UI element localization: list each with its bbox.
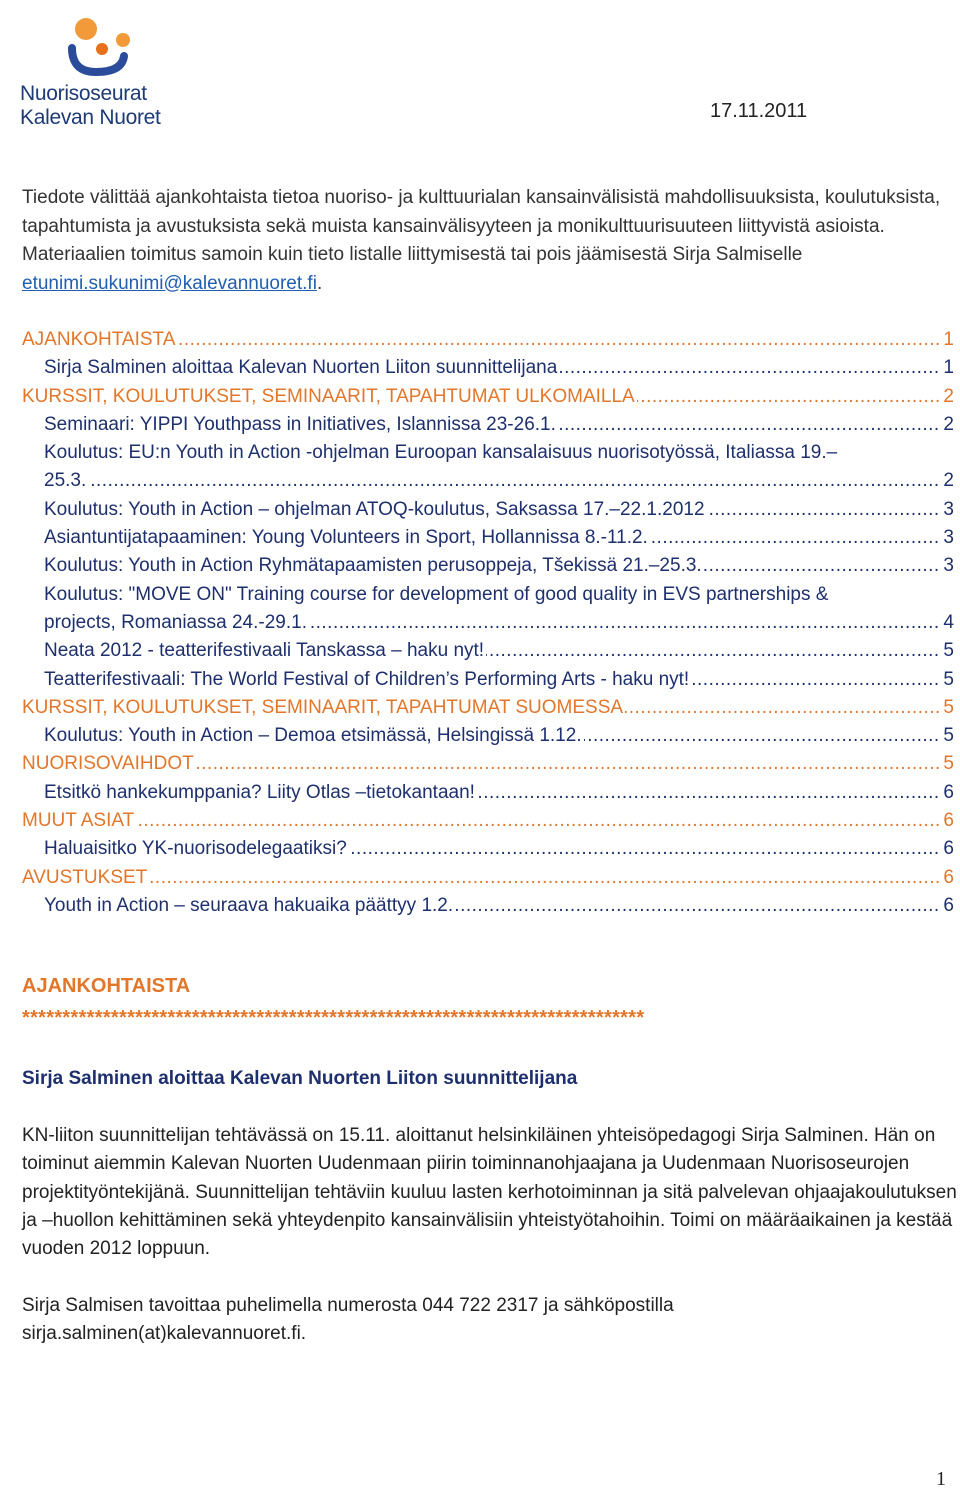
toc-dot-leader [44,609,941,637]
toc-entry-label: Seminaari: YIPPI Youthpass in Initiatives, Islannissa 23-26.1. [44,413,556,435]
toc-page-number: 4 [941,609,954,637]
toc-entry-label: Koulutus: EU:n Youth in Action -ohjelman Euroopan kansalaisuus nuorisotyössä, Italiassa 19.– [44,442,838,464]
toc-page-number: 5 [941,666,954,694]
toc-entry-label: Asiantuntijatapaaminen: Young Volunteers in Sport, Hollannissa 8.-11.2. [44,527,648,549]
toc-entry[interactable] [22,722,954,750]
toc-page-number: 5 [941,637,954,665]
toc-entry[interactable] [22,496,954,524]
toc-entry[interactable] [22,779,954,807]
toc-entry[interactable] [22,581,954,609]
toc-entry-label: Youth in Action – seuraava hakuaika päättyy 1.2. [44,894,454,916]
section-divider: ***************************************************************************** [22,1007,645,1029]
article-title: Sirja Salminen aloittaa Kalevan Nuorten Liiton suunnittelijana [22,1068,578,1089]
toc-dot-leader [22,326,941,354]
toc-entry[interactable] [22,892,954,920]
toc-dot-leader [44,524,941,552]
toc-section-entry[interactable] [22,864,954,892]
toc-dot-leader [44,354,941,382]
toc-dot-leader [22,694,941,722]
toc-entry[interactable] [22,439,954,467]
intro-text: Tiedote välittää ajankohtaista tietoa nuoriso- ja kulttuurialan kansainvälisistä mahdollisuuksista, koulutuksista, tapahtumista ja avustuksista sekä muista kansainvälisyyteen ja monikulttuurisuuteen liittyvistä asioista. Materiaalien toimitus samoin kuin tieto listalle liittymisestä tai pois jäämisestä Sirja Salmiselle [22,187,941,265]
toc-entry-label: Etsitkö hankekumppania? Liity Otlas –tietokantaan! [44,781,475,803]
toc-entry-label: Koulutus: "MOVE ON" Training course for development of good quality in EVS partnerships & [44,583,829,605]
toc-entry-label: AVUSTUKSET [22,866,148,888]
toc-entry-label: Teatterifestivaali: The World Festival of Children’s Performing Arts - haku nyt! [44,668,690,690]
toc-page-number: 5 [941,750,954,778]
table-of-contents [22,326,954,920]
toc-entry-label: Koulutus: Youth in Action Ryhmätapaamisten perusoppeja, Tšekissä 21.–25.3. [44,555,702,577]
toc-dot-leader [44,411,941,439]
toc-dot-leader [22,750,941,778]
intro-paragraph [22,184,942,298]
toc-page-number: 1 [941,326,954,354]
toc-dot-leader [44,467,941,495]
toc-entry-label: Koulutus: Youth in Action – ohjelman ATOQ-koulutus, Saksassa 17.–22.1.2012 [44,498,705,520]
toc-entry-label: Neata 2012 - teatterifestivaali Tanskassa – haku nyt! [44,640,485,662]
logo-wordmark [20,82,161,130]
intro-text-end: . [316,272,323,294]
toc-entry-label: NUORISOVAIHDOT [22,753,194,775]
toc-dot-leader [22,807,941,835]
toc-page-number: 6 [941,835,954,863]
section-heading: AJANKOHTAISTA [22,975,191,997]
toc-entry[interactable] [22,524,954,552]
toc-page-number: 5 [941,694,954,722]
toc-page-number: 6 [941,807,954,835]
logo-line2: Kalevan Nuoret [20,106,161,129]
contact-email-link[interactable]: etunimi.sukunimi@kalevannuoret.fi [22,272,317,294]
toc-dot-leader [44,637,941,665]
toc-entry[interactable] [22,666,954,694]
toc-entry[interactable] [22,637,954,665]
toc-page-number: 3 [941,524,954,552]
toc-dot-leader [44,835,941,863]
article-paragraph: KN-liiton suunnittelijan tehtävässä on 15.11. aloittanut helsinkiläinen yhteisöpedagogi Sirja Salminen. Hän on toiminut aiemmin Kalevan Nuorten Uudenmaan piirin toiminnanohjaajana ja Uudenmaan Nuorisoseurojen projektityöntekijänä. Suunnittelijan tehtäviin kuuluu lasten kerhotoiminnan ja sitä palvelevan ohjaajakoulutuksen ja –huollon kehittäminen sekä yhteydenpito kansainvälisiin yhteistyötahoihin. Toimi on määräaikainen ja kestää vuoden 2012 loppuun. [22,1125,957,1260]
toc-page-number: 6 [941,864,954,892]
toc-section-entry[interactable] [22,326,954,354]
toc-page-number: 2 [941,411,954,439]
toc-dot-leader [44,779,941,807]
toc-dot-leader [44,892,941,920]
organization-logo [18,16,183,134]
toc-section-entry[interactable] [22,383,954,411]
toc-page-number: 1 [941,354,954,382]
document-date: 17.11.2011 [710,100,808,122]
toc-entry-label: MUUT ASIAT [22,810,135,832]
toc-entry-continuation[interactable] [22,467,954,495]
toc-entry-label: Koulutus: Youth in Action – Demoa etsimässä, Helsingissä 1.12. [44,725,582,747]
page-number: 1 [936,1468,946,1490]
toc-page-number: 2 [941,383,954,411]
toc-entry-continuation[interactable] [22,609,954,637]
toc-entry-label: Sirja Salminen aloittaa Kalevan Nuorten Liiton suunnittelijana [44,357,558,379]
toc-page-number: 3 [941,552,954,580]
toc-section-entry[interactable] [22,807,954,835]
toc-entry-label: KURSSIT, KOULUTUKSET, SEMINAARIT, TAPAHTUMAT ULKOMAILLA [22,385,635,407]
toc-entry-label-continued: 25.3. [44,470,87,492]
toc-entry[interactable] [22,411,954,439]
toc-dot-leader [44,552,941,580]
toc-entry-label: KURSSIT, KOULUTUKSET, SEMINAARIT, TAPAHTUMAT SUOMESSA [22,696,624,718]
toc-page-number: 6 [941,779,954,807]
toc-dot-leader [22,383,941,411]
toc-dot-leader [44,666,941,694]
toc-entry-label: Haluaisitko YK-nuorisodelegaatiksi? [44,838,347,860]
toc-entry[interactable] [22,552,954,580]
toc-dot-leader [22,864,941,892]
toc-page-number: 5 [941,722,954,750]
logo-figure-icon [66,16,146,78]
toc-entry[interactable] [22,354,954,382]
toc-entry[interactable] [22,835,954,863]
article-contact-paragraph: Sirja Salmisen tavoittaa puhelimella numerosta 044 722 2317 ja sähköpostilla sirja.salminen(at)kalevannuoret.fi. [22,1295,674,1345]
toc-section-entry[interactable] [22,750,954,778]
toc-entry-label-continued: projects, Romaniassa 24.-29.1. [44,611,307,633]
toc-section-entry[interactable] [22,694,954,722]
logo-line1: Nuorisoseurat [20,82,147,105]
toc-dot-leader [44,496,941,524]
toc-entry-label: AJANKOHTAISTA [22,329,176,350]
toc-dot-leader [44,722,941,750]
toc-page-number: 2 [941,467,954,495]
toc-page-number: 3 [941,496,954,524]
toc-page-number: 6 [941,892,954,920]
